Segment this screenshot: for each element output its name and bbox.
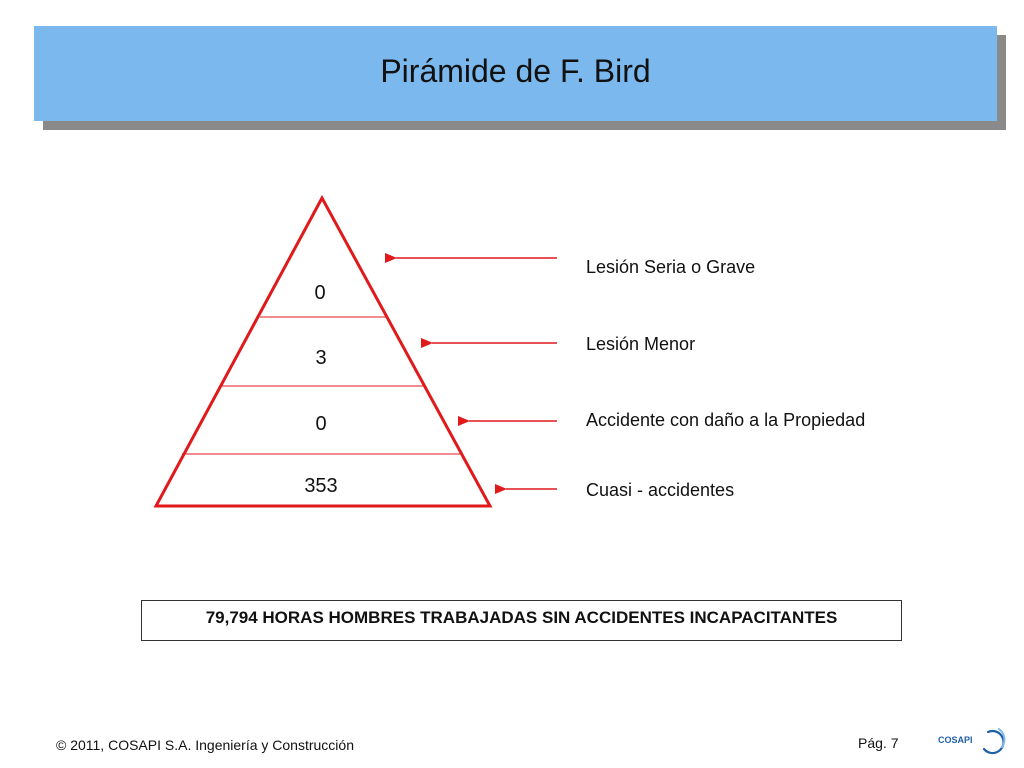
pyramid-level-value: 353 — [304, 475, 338, 497]
label-minor-injury: Lesión Menor — [586, 334, 696, 354]
page-number: Pág. 7 — [858, 735, 899, 751]
summary-text: 79,794 HORAS HOMBRES TRABAJADAS SIN ACCIDENTES INCAPACITANTES — [205, 607, 838, 627]
label-serious-injury: Lesión Seria o Grave — [586, 257, 756, 277]
label-near-miss: Cuasi - accidentes — [586, 480, 735, 500]
pyramid-level-value: 0 — [315, 413, 327, 435]
cosapi-logo — [936, 722, 1010, 758]
footer-copyright: © 2011, COSAPI S.A. Ingeniería y Construcción — [56, 737, 354, 753]
label-property-damage: Accidente con daño a la Propiedad — [586, 410, 866, 430]
page-title: Pirámide de F. Bird — [380, 53, 651, 89]
summary-box — [141, 600, 902, 641]
pyramid-level-value: 0 — [314, 282, 326, 304]
logo-swoosh — [984, 731, 1004, 753]
pyramid-level-value: 3 — [315, 347, 327, 369]
logo-text: COSAPI — [938, 735, 973, 745]
